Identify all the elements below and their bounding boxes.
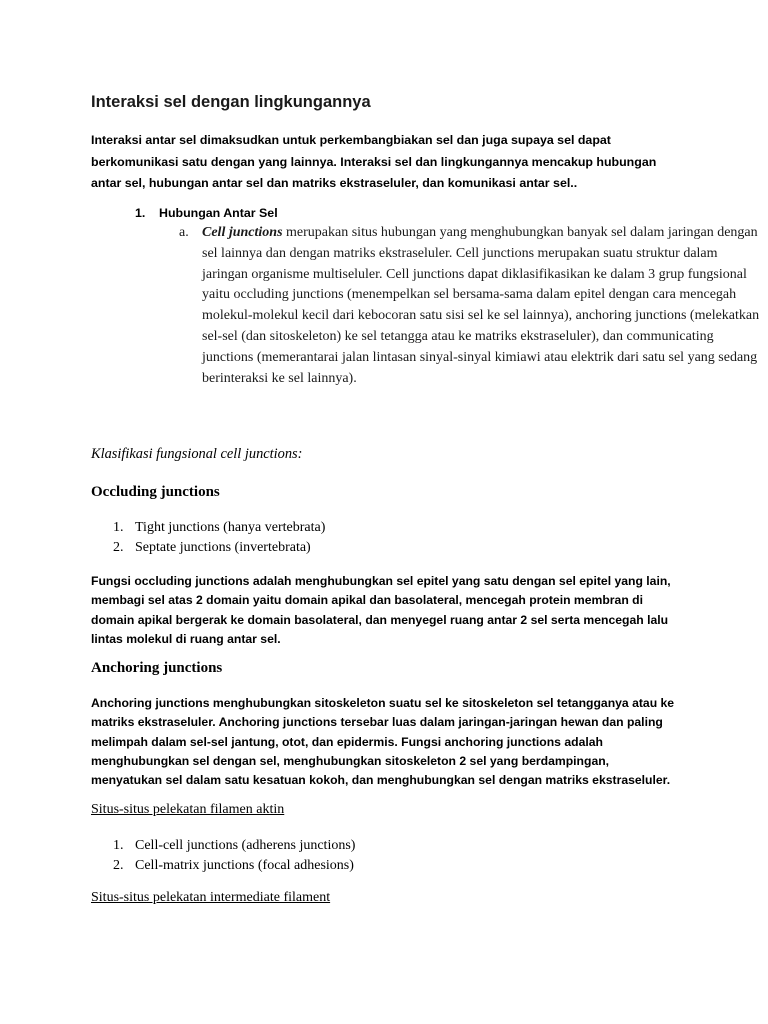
list-item: 1. Tight junctions (hanya vertebrata) xyxy=(113,520,326,535)
list-marker: a. xyxy=(179,225,189,240)
aktin-list xyxy=(113,836,355,875)
occluding-list xyxy=(113,518,325,557)
intermediate-heading: Situs-situs pelekatan intermediate filament xyxy=(91,890,331,905)
occluding-paragraph: Fungsi occluding junctions adalah menghubungkan sel epitel yang satu dengan sel epitel yang lain, membagi sel atas 2 domain yaitu domain apikal dan basolateral, mencegah protein membran di domain apikal bergerak ke domain basolateral, dan menyegel ruang antar 2 sel serta mencegah lalu lintas molekul di ruang antar sel. xyxy=(91,574,671,646)
list-item-body xyxy=(202,223,762,389)
section-heading-hubungan xyxy=(135,206,278,220)
term-cell-junctions: Cell junctions xyxy=(202,225,283,240)
intro-paragraph: Interaksi antar sel dimaksudkan untuk perkembangbiakan sel dan juga supaya sel dapat berkomunikasi satu dengan yang lainnya. Interaksi sel dan lingkungannya mencakup hubungan antar sel, hubungan antar sel dan matriks ekstraseluler, dan komunikasi antar sel.. xyxy=(91,133,657,190)
list-item: 2. Cell-matrix junctions (focal adhesions) xyxy=(113,857,354,873)
list-item-cell-junctions xyxy=(179,223,768,389)
document-title: Interaksi sel dengan lingkungannya xyxy=(91,93,371,111)
list-item: 2. Septate junctions (invertebrata) xyxy=(113,539,311,555)
list-item: 1. Cell-cell junctions (adherens junctions) xyxy=(113,838,356,853)
anchoring-paragraph: Anchoring junctions menghubungkan sitoskeleton suatu sel ke sitoskeleton sel tetangganya atau ke matriks ekstraseluler. Anchoring junctions tersebar luas dalam jaringan-jaringan hewan dan paling melimpah dalam sel-sel jantung, otot, dan epidermis. Fungsi anchoring junctions adalah menghubungkan sel dengan sel, menghubungkan sitoskeleton 2 sel yang berdampingan, menyatukan sel dalam satu kesatuan kokoh, dan menghubungkan sel dengan matriks ekstraseluler. xyxy=(91,696,675,788)
occluding-heading: Occluding junctions xyxy=(91,484,220,500)
aktin-heading: Situs-situs pelekatan filamen aktin xyxy=(91,802,285,817)
anchoring-heading: Anchoring junctions xyxy=(91,660,223,676)
section-label: Hubungan Antar Sel xyxy=(159,206,278,220)
cell-junctions-description: merupakan situs hubungan yang menghubungkan banyak sel dalam jaringan dengan sel lainnya dan dengan matriks ekstraseluler. Cell junctions merupakan suatu struktur dalam jaringan organisme multiseluler. Cell junctions dapat diklasifikasikan ke dalam 3 grup fungsional yaitu occluding junctions (menempelkan sel bersama-sama dalam epitel dengan cara mencegah molekul-molekul kecil dari kebocoran satu sisi sel ke sel lainnya), anchoring junctions (melekatkan sel-sel (dan sitoskeleton) ke sel tetangga atau ke matriks ekstraseluler), dan communicating junctions (memerantarai jalan lintasan sinyal-sinyal kimiawi atau elektrik dari satu sel yang sedang berinteraksi ke sel lainnya). xyxy=(202,225,760,386)
section-number: 1. xyxy=(135,206,146,220)
klasifikasi-heading: Klasifikasi fungsional cell junctions: xyxy=(91,446,303,462)
